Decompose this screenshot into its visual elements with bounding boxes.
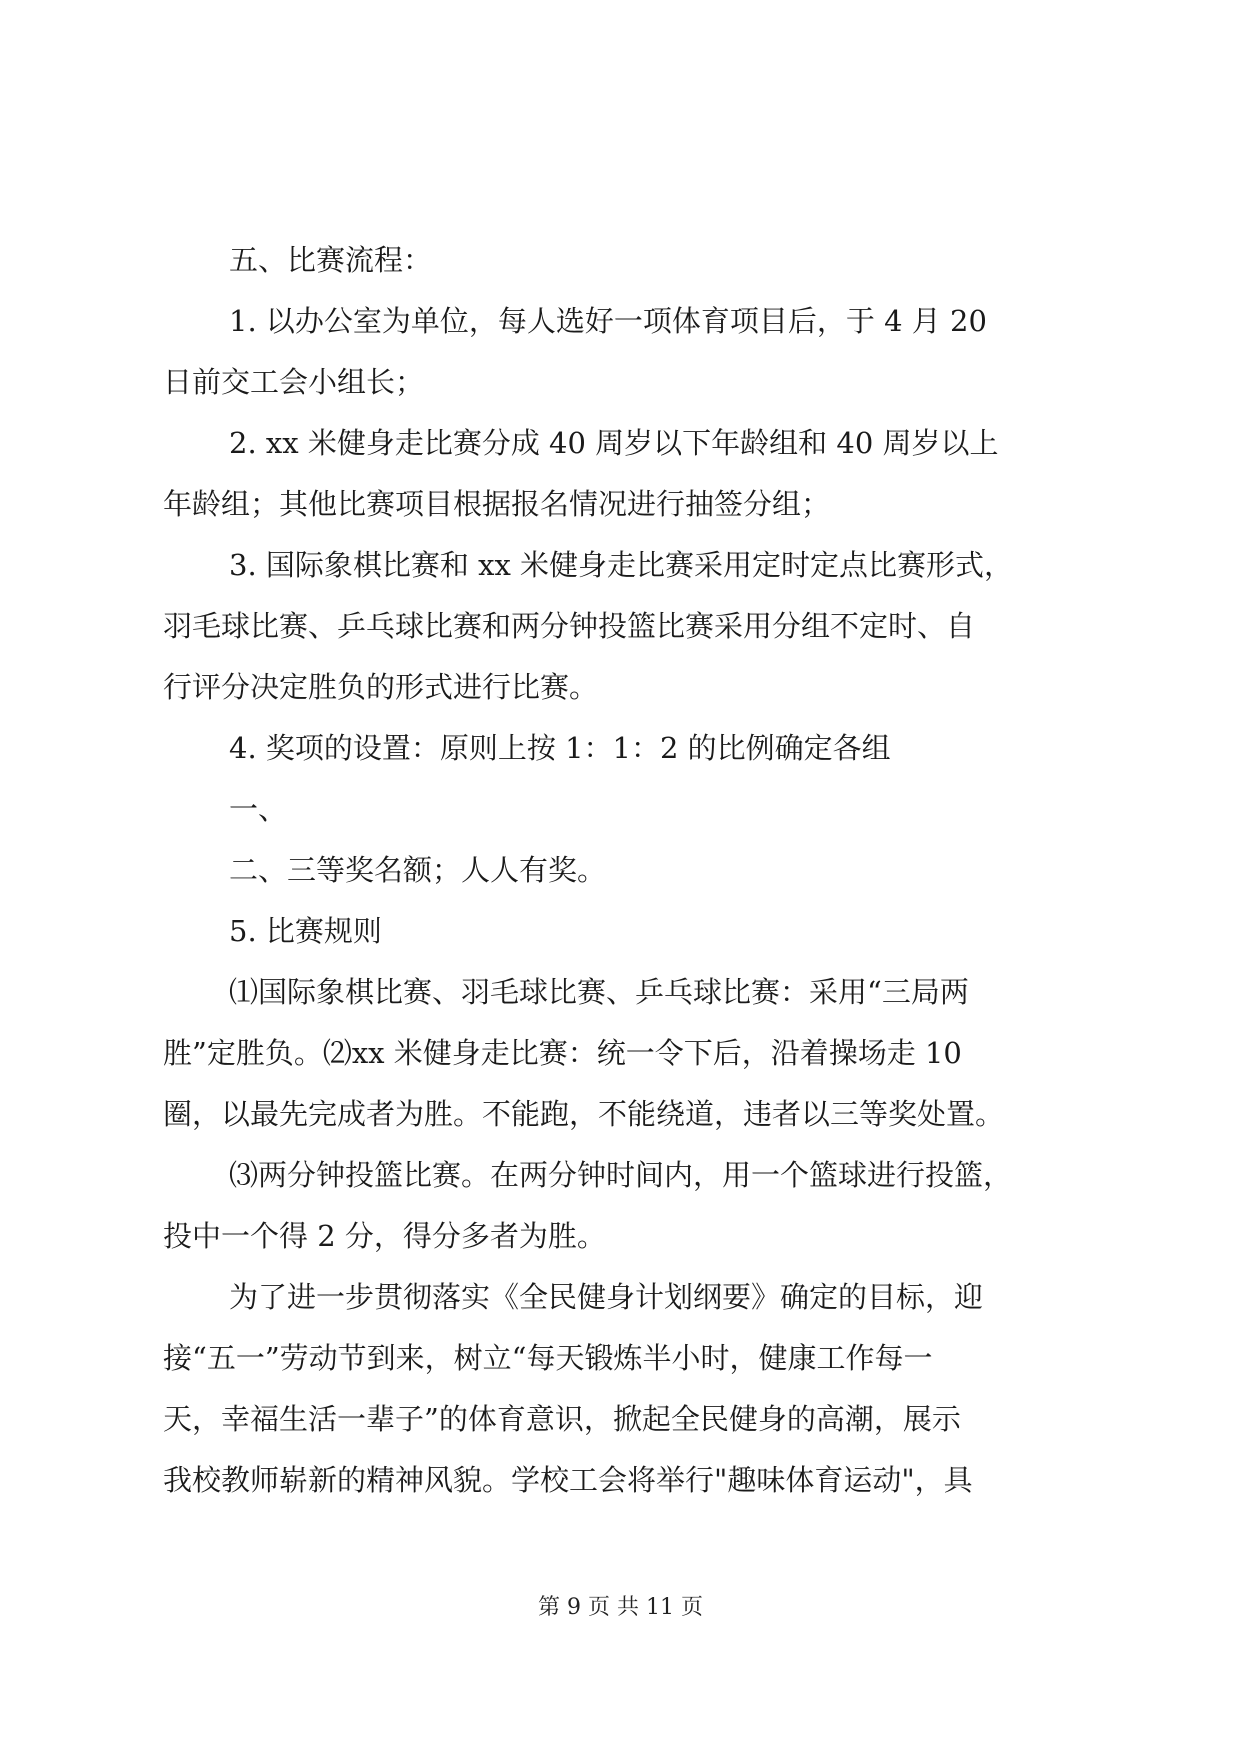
paragraph-line: 圈，以最先完成者为胜。不能跑，不能绕道，违者以三等奖处置。	[163, 1097, 1005, 1131]
paragraph-line: 为了进一步贯彻落实《全民健身计划纲要》确定的目标，迎	[229, 1280, 984, 1314]
document-body	[163, 230, 1088, 1511]
paragraph-line: 行评分决定胜负的形式进行比赛。	[163, 670, 599, 704]
paragraph-line: 胜”定胜负。⑵xx 米健身走比赛：统一令下后，沿着操场走 10	[163, 1036, 962, 1070]
paragraph-line: 接“五一”劳动节到来，树立“每天锻炼半小时，健康工作每一	[163, 1341, 933, 1375]
section-heading: 五、比赛流程：	[229, 243, 433, 277]
paragraph-line: 一、	[229, 792, 288, 826]
page-number-footer: 第 9 页 共 11 页	[538, 1595, 703, 1620]
paragraph-line: 羽毛球比赛、乒乓球比赛和两分钟投篮比赛采用分组不定时、自	[163, 609, 976, 643]
paragraph-line: ⑶两分钟投篮比赛。在两分钟时间内，用一个篮球进行投篮，	[229, 1158, 1013, 1192]
paragraph-line: 年龄组；其他比赛项目根据报名情况进行抽签分组；	[163, 487, 831, 521]
paragraph-line: 4. 奖项的设置：原则上按 1：1：2 的比例确定各组	[229, 731, 891, 765]
paragraph-line: 2. xx 米健身走比赛分成 40 周岁以下年龄组和 40 周岁以上	[229, 426, 999, 460]
paragraph-line: ⑴国际象棋比赛、羽毛球比赛、乒乓球比赛：采用“三局两	[229, 975, 969, 1009]
paragraph-line: 投中一个得 2 分，得分多者为胜。	[163, 1219, 606, 1253]
paragraph-line: 3. 国际象棋比赛和 xx 米健身走比赛采用定时定点比赛形式，	[229, 548, 1014, 582]
paragraph-line: 我校教师崭新的精神风貌。学校工会将举行"趣味体育运动"，具	[163, 1463, 973, 1497]
paragraph-line: 二、三等奖名额；人人有奖。	[229, 853, 607, 887]
paragraph-line: 1. 以办公室为单位，每人选好一项体育项目后，于 4 月 20	[229, 304, 987, 338]
paragraph-line: 天，幸福生活一辈子”的体育意识，掀起全民健身的高潮，展示	[163, 1402, 961, 1436]
paragraph-line: 5. 比赛规则	[229, 914, 382, 948]
paragraph-line: 日前交工会小组长；	[163, 365, 425, 399]
